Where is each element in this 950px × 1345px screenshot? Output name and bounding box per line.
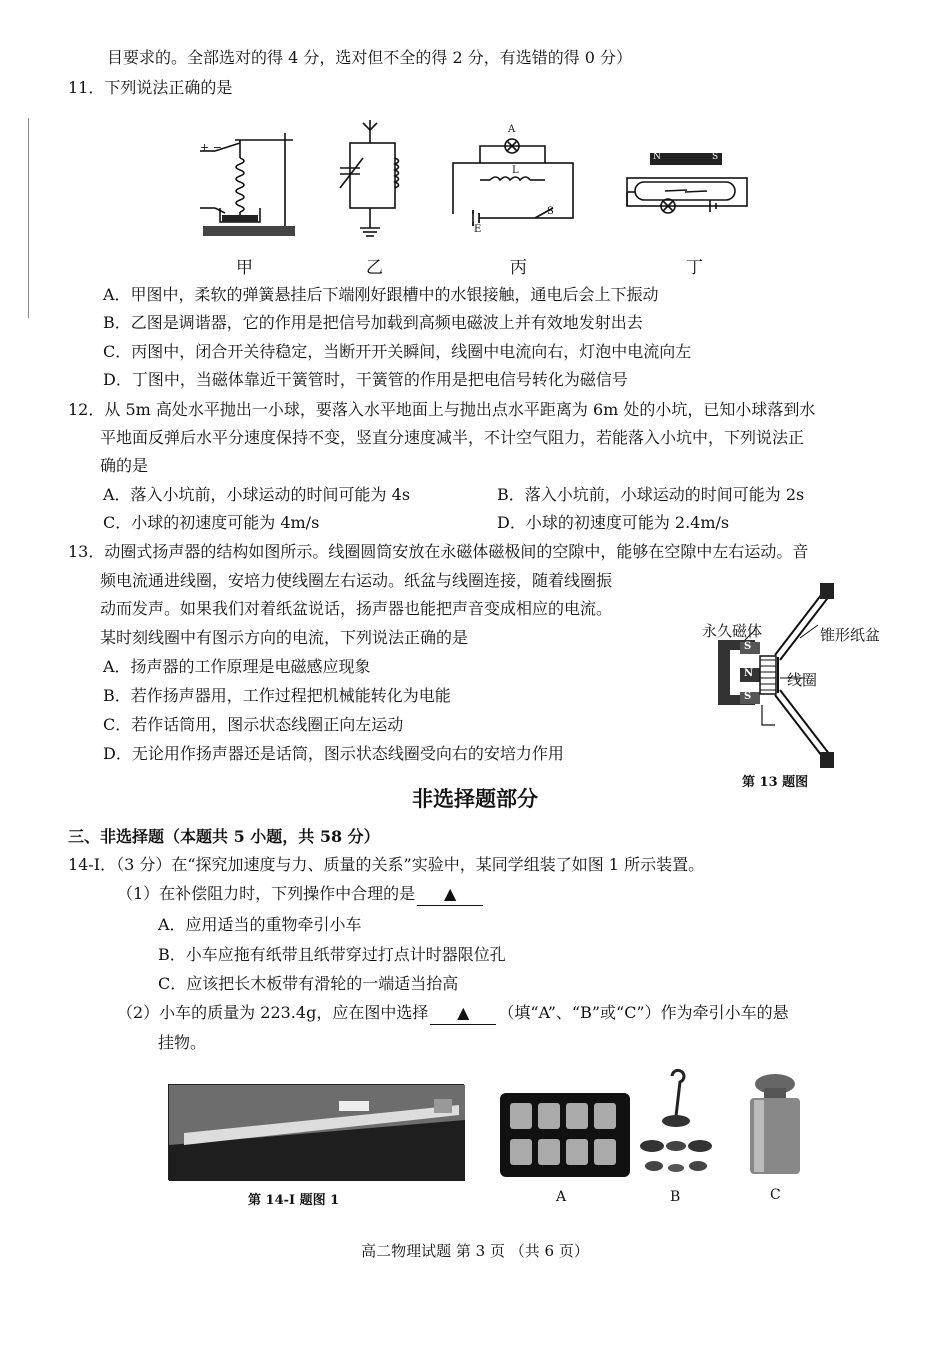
q14-sub2 <box>117 1002 789 1025</box>
label-coil: 线圈 <box>787 671 818 689</box>
weights-tray-a <box>500 1093 630 1177</box>
q14-sub1-blank[interactable]: ▲ <box>417 883 483 906</box>
q12-option-a: A．落入小坑前，小球运动的时间可能为 4s <box>103 485 411 504</box>
q13-line-1: 13．动圈式扬声器的结构如图所示。线圈圆筒安放在永磁体磁极间的空隙中，能够在空隙中左右运动。音 <box>68 542 809 561</box>
section-title: 非选择题部分 <box>412 786 538 811</box>
mass-block-c <box>742 1068 808 1180</box>
label-n: N <box>744 668 754 679</box>
q14-sub2-blank[interactable]: ▲ <box>430 1002 496 1025</box>
q11-option-c: C．丙图中，闭合开关待稳定，当断开开关瞬间，线圈中电流向右，灯泡中电流向左 <box>103 342 692 361</box>
cylinder-mass-icon <box>742 1068 808 1180</box>
q14-apparatus-photo <box>168 1084 464 1180</box>
fig4-label-s: S <box>712 152 719 162</box>
fig3-label-s: S <box>547 206 554 217</box>
q14-sub2-post: （填“A”、“B”或“C”）作为牵引小车的悬 <box>498 1003 789 1022</box>
q11-fig-label-jia: 甲 <box>236 258 253 278</box>
q14-fig1-caption: 第 14-I 题图 1 <box>248 1193 340 1208</box>
label-s-bottom: S <box>744 691 752 702</box>
hook-weights-b <box>636 1066 716 1181</box>
q12-line-3: 确的是 <box>100 456 149 475</box>
q13-line-2: 频电流通进线圈，安培力使线圈左右运动。纸盆与线圈连接，随着线圈振 <box>100 571 613 590</box>
fig4-label-n: N <box>653 152 661 162</box>
q14-sub2-pre: （2）小车的质量为 223.4g，应在图中选择 <box>117 1003 429 1022</box>
q11-figures <box>195 118 765 248</box>
hook-weight-set-icon <box>636 1066 716 1181</box>
q13-line-3: 动而发声。如果我们对着纸盆说话，扬声器也能把声音变成相应的电流。 <box>100 599 613 618</box>
q14-sub1-text: （1）在补偿阻力时，下列操作中合理的是 <box>117 884 416 903</box>
label-permanent-magnet: 永久磁体 <box>702 622 763 640</box>
q12-option-b: B．落入小坑前，小球运动的时间可能为 2s <box>497 485 805 504</box>
fig3-label-e: E <box>474 224 482 235</box>
page-footer: 高二物理试题 第 3 页 （共 6 页） <box>361 1242 589 1260</box>
label-cone: 锥形纸盆 <box>820 626 881 644</box>
q12-option-d: D．小球的初速度可能为 2.4m/s <box>497 513 730 532</box>
q14-label-a: A <box>556 1189 567 1205</box>
q11-option-a: A．甲图中，柔软的弹簧悬挂后下端刚好跟槽中的水银接触，通电后会上下振动 <box>103 285 659 304</box>
q12-line-1: 12．从 5m 高处水平抛出一小球，要落入水平地面上与抛出点水平距离为 6m 处的小坑，已知小球落到水 <box>68 400 816 419</box>
label-s-top: S <box>744 641 752 652</box>
q14-stem: 14-I．（3 分）在“探究加速度与力、质量的关系”实验中，某同学组装了如图 1 所示装置。 <box>68 855 705 874</box>
part3-heading: 三、非选择题（本题共 5 小题，共 58 分） <box>68 827 380 846</box>
q11-fig-label-bing: 丙 <box>510 258 527 278</box>
q11-fig-label-ding: 丁 <box>686 258 703 278</box>
q13-option-d: D．无论用作扬声器还是话筒，图示状态线圈受向右的安培力作用 <box>103 744 564 763</box>
fig3-label-l: L <box>512 165 519 176</box>
q14-sub1-option-b: B．小车应拖有纸带且纸带穿过打点计时器限位孔 <box>158 945 506 964</box>
q11-option-d: D．丁图中，当磁体靠近干簧管时，干簧管的作用是把电信号转化为磁信号 <box>103 370 628 389</box>
q14-label-b: B <box>670 1189 681 1205</box>
q12-option-c: C．小球的初速度可能为 4m/s <box>103 513 320 532</box>
q14-sub1 <box>117 883 485 906</box>
q13-speaker-figure <box>700 580 900 775</box>
q12-line-2: 平地面反弹后水平分速度保持不变，竖直分速度减半，不计空气阻力，若能落入小坑中，下列说法正 <box>100 428 805 447</box>
q14-sub2-cont: 挂物。 <box>158 1033 207 1052</box>
q11-fig-label-yi: 乙 <box>366 258 383 278</box>
fig3-label-a: A <box>508 124 516 135</box>
margin-line <box>28 118 29 318</box>
q13-option-c: C．若作话筒用，图示状态线圈正向左运动 <box>103 715 404 734</box>
slotted-weights-icon <box>500 1093 630 1177</box>
q13-option-b: B．若作扬声器用，工作过程把机械能转化为电能 <box>103 686 451 705</box>
q11-option-b: B．乙图是调谐器，它的作用是把信号加载到高频电磁波上并有效地发射出去 <box>103 313 643 332</box>
track-illustration <box>169 1085 465 1181</box>
q13-caption: 第 13 题图 <box>742 775 809 790</box>
intro-text: 目要求的。全部选对的得 4 分，选对但不全的得 2 分，有选错的得 0 分） <box>107 48 633 67</box>
q14-sub1-option-c: C．应该把长木板带有滑轮的一端适当抬高 <box>158 974 459 993</box>
q13-line-4: 某时刻线圈中有图示方向的电流，下列说法正确的是 <box>100 628 469 647</box>
q14-sub1-option-a: A．应用适当的重物牵引小车 <box>158 915 362 934</box>
q13-option-a: A．扬声器的工作原理是电磁感应现象 <box>103 657 371 676</box>
q14-label-c: C <box>770 1187 781 1203</box>
fig1-plus-minus: + − <box>200 141 222 154</box>
q11-stem: 11．下列说法正确的是 <box>68 78 233 97</box>
